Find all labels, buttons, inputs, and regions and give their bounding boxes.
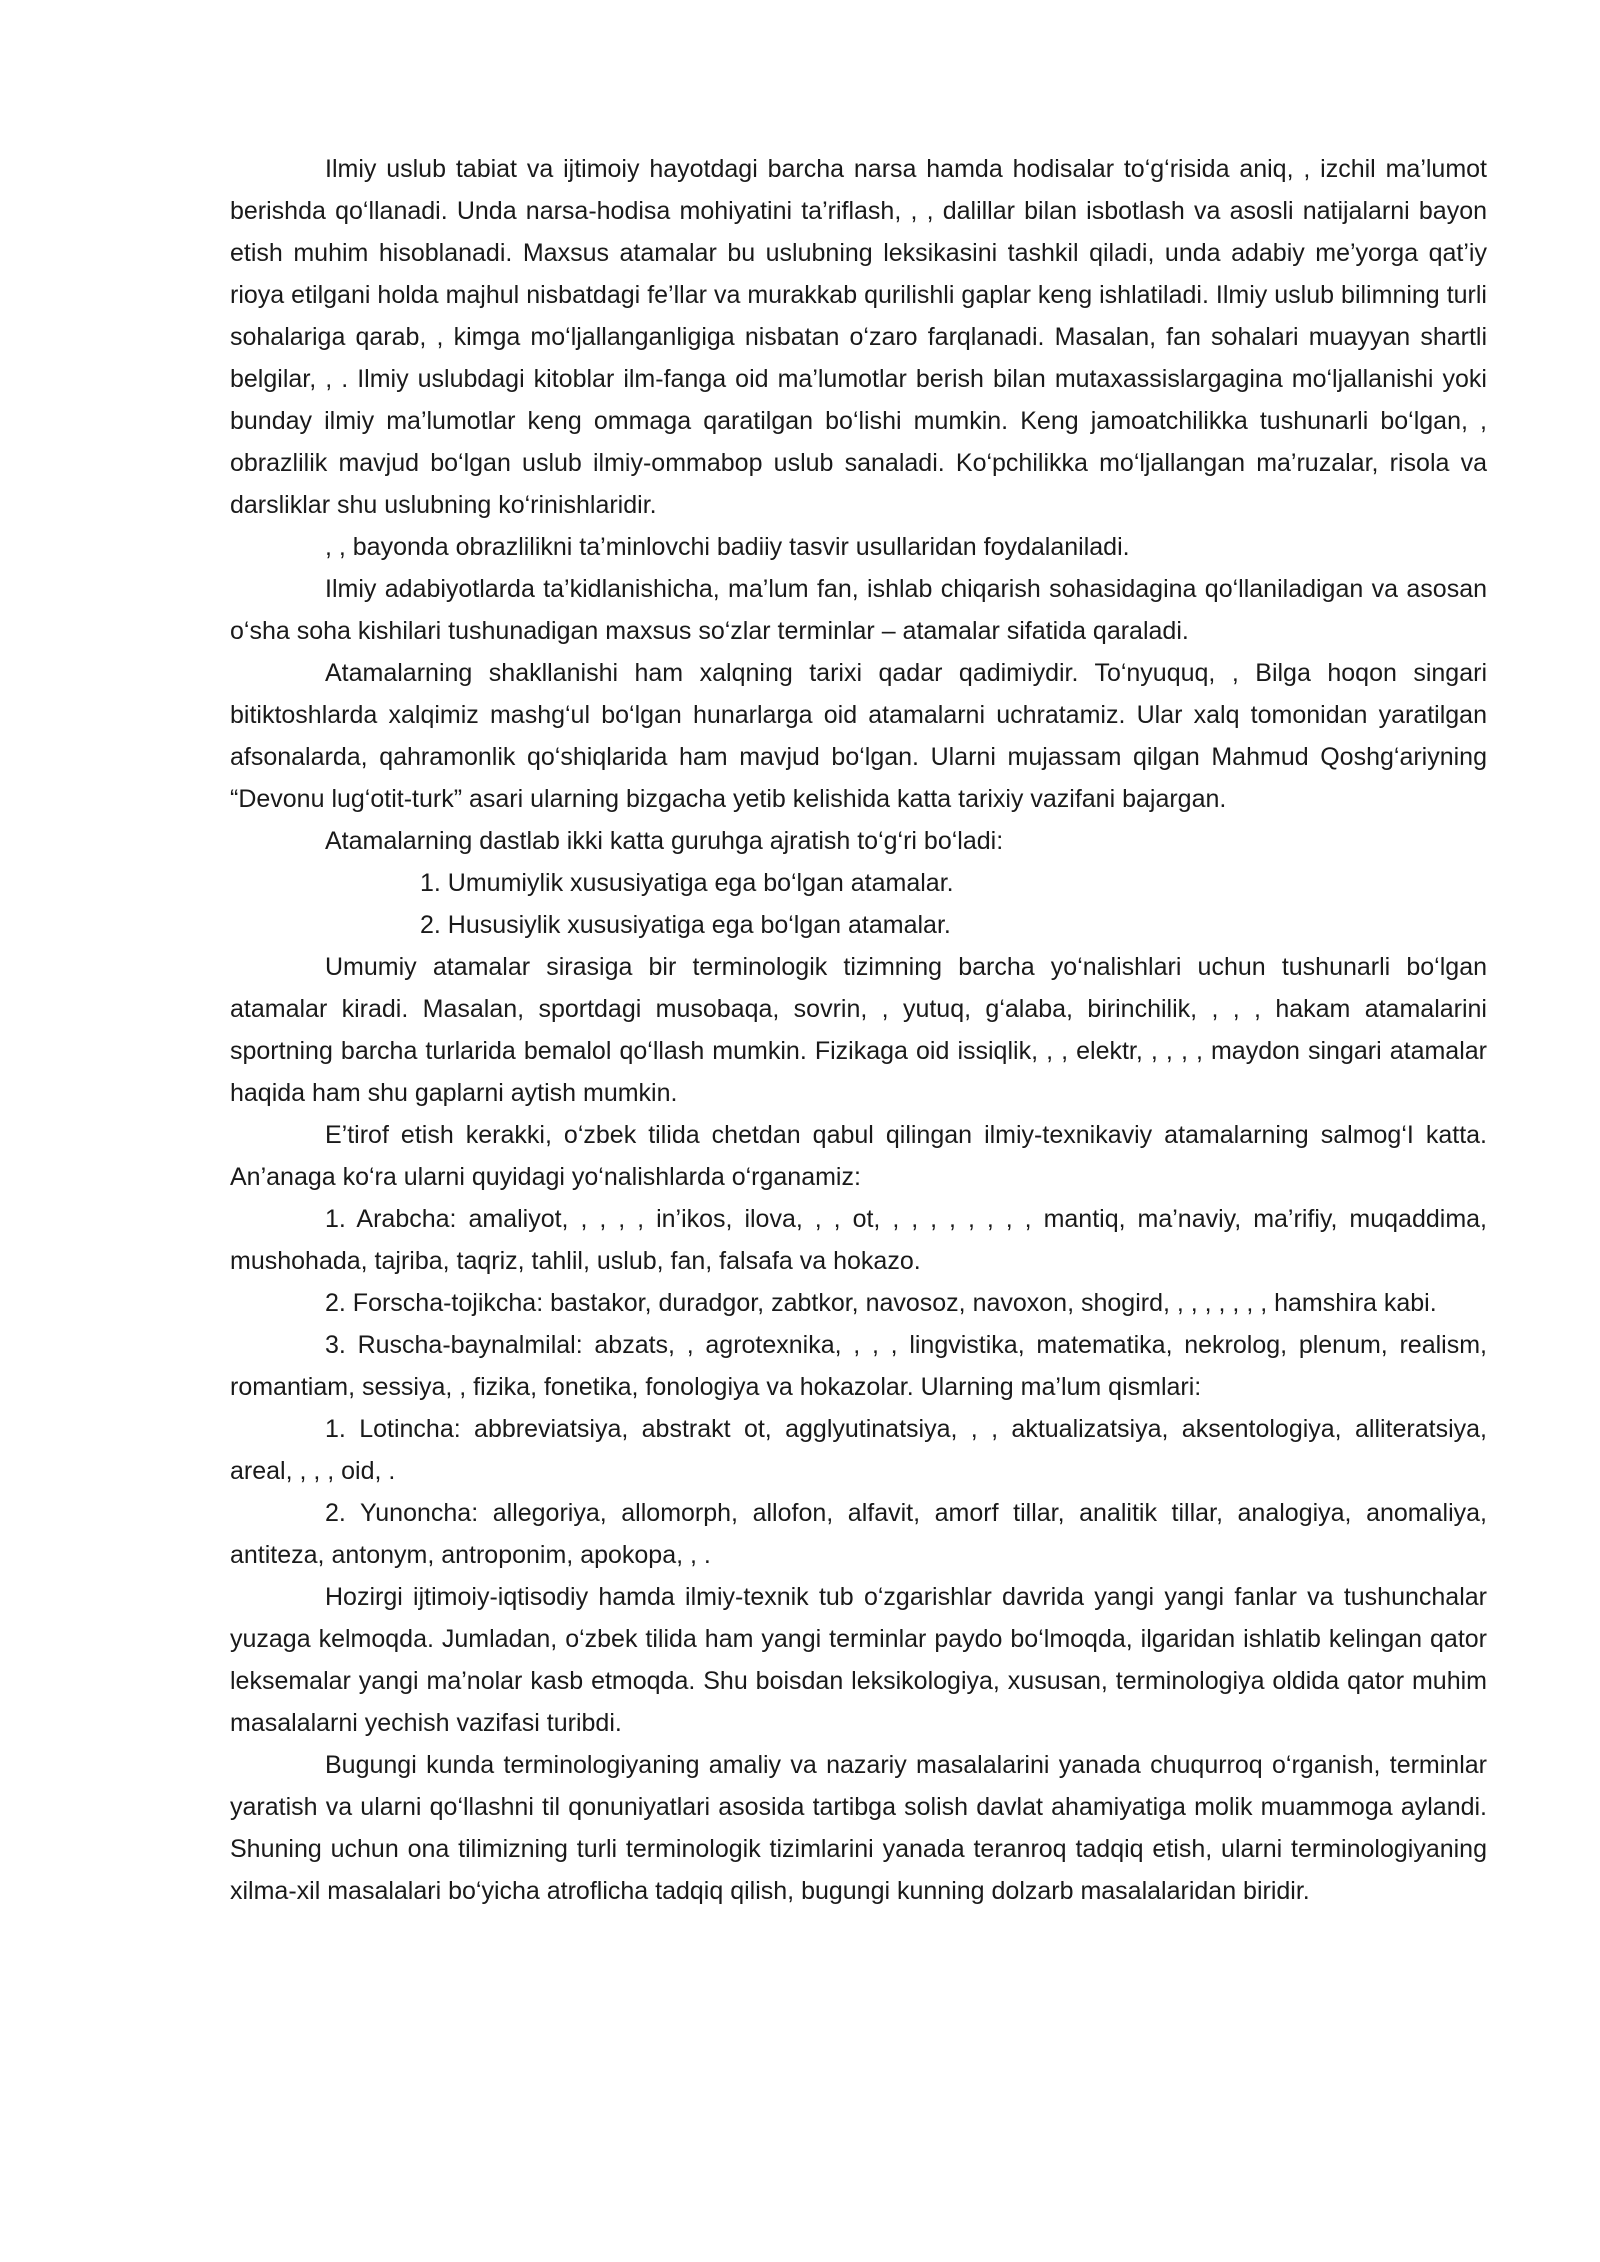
document-page <box>230 148 1487 1912</box>
paragraph-hozirgi: Hozirgi ijtimoiy-iqtisodiy hamda ilmiy-texnik tub o‘zgarishlar davrida yangi yangi fanlar va tushunchalar yuzaga kelmoqda. Jumladan, o‘zbek tilida ham yangi terminlar paydo bo‘lmoqda, ilgaridan ishlatib kelingan qator leksemalar yangi ma’nolar kasb etmoqda. Shu boisdan leksikologiya, xususan, terminologiya oldida qator muhim masalalarni yechish vazifasi turibdi. <box>230 1583 1487 1737</box>
paragraph-bugungi: Bugungi kunda terminologiyaning amaliy va nazariy masalalarini yanada chuqurroq o‘rganish, terminlar yaratish va ularni qo‘llashni til qonuniyatlari asosida tartibga solish davlat ahamiyatiga molik muammoga aylandi. Shuning uchun ona tilimizning turli terminologik tizimlarini yanada teranroq tadqiq etish, ularni terminologiyaning xilma-xil masalalari bo‘yicha atroflicha tadqiq qilish, bugungi kunning dolzarb masalalaridan biridir. <box>230 1751 1487 1905</box>
paragraph-etirof: E’tirof etish kerakki, o‘zbek tilida chetdan qabul qilingan ilmiy-texnikaviy atamalarning salmog‘I katta. An’anaga ko‘ra ularni quyidagi yo‘nalishlarda o‘rganamiz: <box>230 1121 1487 1191</box>
paragraph-ruscha: 3. Ruscha-baynalmilal: abzats, , agrotexnika, , , , lingvistika, matematika, nekrolog, plenum, realism, romantiam, sessiya, , fizika, fonetika, fonologiya va hokazolar. Ularning ma’lum qismlari: <box>230 1331 1487 1401</box>
paragraph-obrazlilik: , , bayonda obrazlilikni ta’minlovchi badiiy tasvir usullaridan foydalaniladi. <box>325 533 1130 561</box>
paragraph-forscha: 2. Forscha-tojikcha: bastakor, duradgor, zabtkor, navosoz, navoxon, shogird, , , , , , , , hamshira kabi. <box>325 1289 1437 1317</box>
paragraph-guruhlar: Atamalarning dastlab ikki katta guruhga ajratish to‘g‘ri bo‘ladi: <box>325 827 1004 855</box>
paragraph-umumiy-atamalar: Umumiy atamalar sirasiga bir terminologik tizimning barcha yo‘nalishlari uchun tushunarli bo‘lgan atamalar kiradi. Masalan, sportdagi musobaqa, sovrin, , yutuq, g‘alaba, birinchilik, , , , hakam atamalarini sportning barcha turlarida bemalol qo‘llash mumkin. Fizikaga oid issiqlik, , , elektr, , , , , maydon singari atamalar haqida ham shu gaplarni aytish mumkin. <box>230 953 1487 1107</box>
paragraph-arabcha: 1. Arabcha: amaliyot, , , , , in’ikos, ilova, , , ot, , , , , , , , , mantiq, ma’naviy, ma’rifiy, muqaddima, mushohada, tajriba, taqriz, tahlil, uslub, fan, falsafa va hokazo. <box>230 1205 1487 1275</box>
paragraph-yunoncha: 2. Yunoncha: allegoriya, allomorph, allofon, alfavit, amorf tillar, analitik tillar, analogiya, anomaliya, antiteza, antonym, antroponim, apokopa, , . <box>230 1499 1487 1569</box>
list-item-umumiylik: 1. Umumiylik xususiyatiga ega bo‘lgan atamalar. <box>420 869 954 897</box>
list-item-hususiylik: 2. Hususiylik xususiyatiga ega bo‘lgan atamalar. <box>420 911 951 939</box>
paragraph-ilmiy-uslub: Ilmiy uslub tabiat va ijtimoiy hayotdagi barcha narsa hamda hodisalar to‘g‘risida aniq, , izchil ma’lumot berishda qo‘llanadi. Unda narsa-hodisa mohiyatini ta’riflash, , , dalillar bilan isbotlash va asosli natijalarni bayon etish muhim hisoblanadi. Maxsus atamalar bu uslubning leksikasini tashkil qiladi, unda adabiy me’yorga qat’iy rioya etilgani holda majhul nisbatdagi fe’llar va murakkab qurilishli gaplar keng ishlatiladi. Ilmiy uslub bilimning turli sohalariga qarab, , kimga mo‘ljallanganligiga nisbatan o‘zaro farqlanadi. Masalan, fan sohalari muayyan shartli belgilar, , . Ilmiy uslubdagi kitoblar ilm-fanga oid ma’lumotlar berish bilan mutaxassislargagina mo‘ljallanishi yoki bunday ilmiy ma’lumotlar keng ommaga qaratilgan bo‘lishi mumkin. Keng jamoatchilikka tushunarli bo‘lgan, , obrazlilik mavjud bo‘lgan uslub ilmiy-ommabop uslub sanaladi. Ko‘pchilikka mo‘ljallangan ma’ruzalar, risola va darsliklar shu uslubning ko‘rinishlaridir. <box>230 155 1487 519</box>
paragraph-lotincha: 1. Lotincha: abbreviatsiya, abstrakt ot, agglyutinatsiya, , , aktualizatsiya, aksentologiya, alliteratsiya, areal, , , , oid, . <box>230 1415 1487 1485</box>
paragraph-adabiyotlar: Ilmiy adabiyotlarda ta’kidlanishicha, ma’lum fan, ishlab chiqarish sohasidagina qo‘llaniladigan va asosan o‘sha soha kishilari tushunadigan maxsus so‘zlar terminlar – atamalar sifatida qaraladi. <box>230 575 1487 645</box>
paragraph-shakllanishi: Atamalarning shakllanishi ham xalqning tarixi qadar qadimiydir. To‘nyuquq, , Bilga hoqon singari bitiktoshlarda xalqimiz mashg‘ul bo‘lgan hunarlarga oid atamalarni uchratamiz. Ular xalq tomonidan yaratilgan afsonalarda, qahramonlik qo‘shiqlarida ham mavjud bo‘lgan. Ularni mujassam qilgan Mahmud Qoshg‘ariyning “Devonu lug‘otit-turk” asari ularning bizgacha yetib kelishida katta tarixiy vazifani bajargan. <box>230 659 1487 813</box>
